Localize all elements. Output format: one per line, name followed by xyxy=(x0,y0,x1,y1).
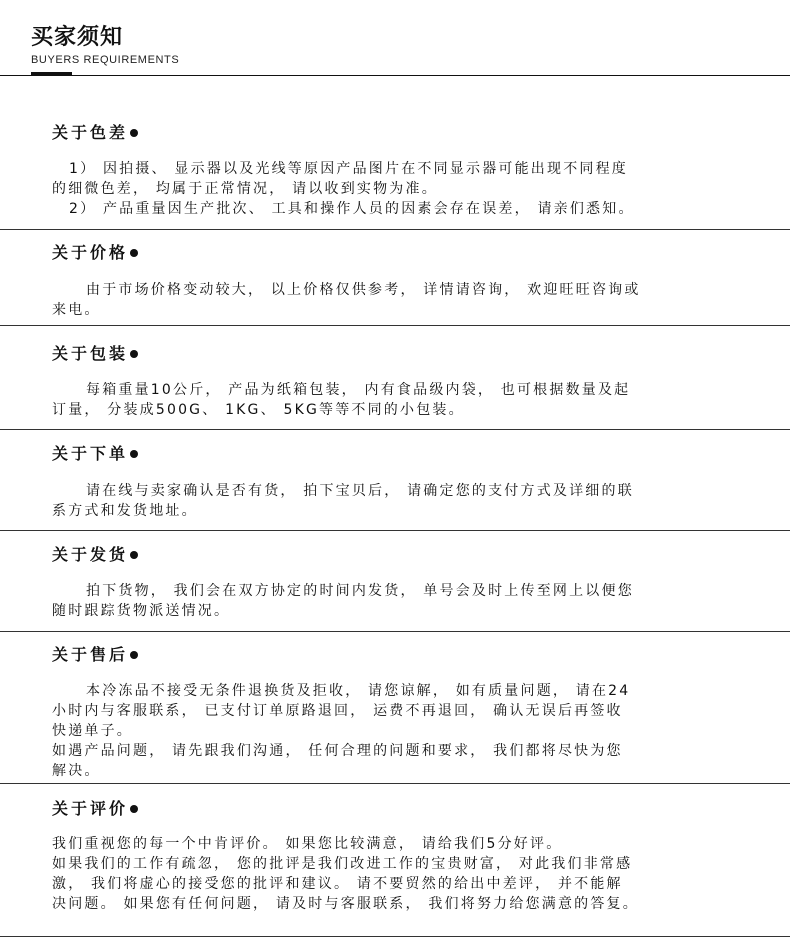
body-line: 快递单子。 xyxy=(52,723,133,739)
body-line: 决问题。 如果您有任何问题， 请及时与客服联系， 我们将努力给您满意的答复。 xyxy=(52,896,639,912)
section-title xyxy=(52,542,138,565)
header-accent-bar xyxy=(31,72,72,76)
section-divider xyxy=(0,325,790,326)
section-title-text: 关于色差 xyxy=(52,123,129,142)
section-title-text: 关于包装 xyxy=(52,344,129,363)
section-body xyxy=(52,681,752,781)
section-title xyxy=(52,240,138,263)
section-body xyxy=(52,159,752,219)
body-line: 订量， 分装成500G、 1KG、 5KG等等不同的小包装。 xyxy=(52,402,465,418)
body-line: 我们重视您的每一个中肯评价。 如果您比较满意， 请给我们5分好评。 xyxy=(52,836,563,852)
bullet-dot-icon xyxy=(130,450,138,458)
body-line: 如遇产品问题， 请先跟我们沟通， 任何合理的问题和要求， 我们都将尽快为您 xyxy=(52,743,623,759)
section-divider xyxy=(0,429,790,430)
section-title xyxy=(52,441,138,464)
section-title-text: 关于价格 xyxy=(52,243,129,262)
section-title-text: 关于售后 xyxy=(52,645,129,664)
section-title xyxy=(52,796,138,819)
page-subtitle: BUYERS REQUIREMENTS xyxy=(31,54,180,66)
body-line: 来电。 xyxy=(52,302,101,318)
bullet-dot-icon xyxy=(130,350,138,358)
section-body xyxy=(52,834,752,914)
body-line: 拍下货物， 我们会在双方协定的时间内发货， 单号会及时上传至网上以便您 xyxy=(86,583,634,599)
body-line: 每箱重量10公斤， 产品为纸箱包装， 内有食品级内袋， 也可根据数量及起 xyxy=(86,382,631,398)
section-body xyxy=(52,280,752,320)
section-divider xyxy=(0,229,790,230)
bullet-dot-icon xyxy=(130,551,138,559)
bullet-dot-icon xyxy=(130,249,138,257)
body-line: 如果我们的工作有疏忽， 您的批评是我们改进工作的宝贵财富， 对此我们非常感 xyxy=(52,856,633,872)
body-line: 1） 因拍摄、 显示器以及光线等原因产品图片在不同显示器可能出现不同程度 xyxy=(69,161,629,177)
bullet-dot-icon xyxy=(130,805,138,813)
section-body xyxy=(52,481,752,521)
section-title xyxy=(52,120,138,143)
section-title-text: 关于发货 xyxy=(52,545,129,564)
page-header xyxy=(0,0,790,78)
body-line: 小时内与客服联系， 已支付订单原路退回， 运费不再退回， 确认无误后再签收 xyxy=(52,703,623,719)
bullet-dot-icon xyxy=(130,651,138,659)
body-line: 系方式和发货地址。 xyxy=(52,503,198,519)
page-title: 买家须知 xyxy=(31,25,124,50)
section-body xyxy=(52,380,752,420)
body-line: 请在线与卖家确认是否有货， 拍下宝贝后， 请确定您的支付方式及详细的联 xyxy=(86,483,634,499)
section-title xyxy=(52,642,138,665)
body-line: 随时跟踪货物派送情况。 xyxy=(52,603,231,619)
body-line: 激， 我们将虚心的接受您的批评和建议。 请不要贸然的给出中差评， 并不能解 xyxy=(52,876,623,892)
header-divider xyxy=(0,75,790,76)
section-divider xyxy=(0,783,790,784)
body-line: 的细微色差， 均属于正常情况， 请以收到实物为准。 xyxy=(52,181,438,197)
section-body xyxy=(52,581,752,621)
bullet-dot-icon xyxy=(130,129,138,137)
section-divider xyxy=(0,936,790,937)
section-title-text: 关于评价 xyxy=(52,799,129,818)
section-divider xyxy=(0,631,790,632)
section-divider xyxy=(0,530,790,531)
body-line: 由于市场价格变动较大， 以上价格仅供参考， 详情请咨询， 欢迎旺旺咨询或 xyxy=(86,282,641,298)
body-line: 2） 产品重量因生产批次、 工具和操作人员的因素会存在误差， 请亲们悉知。 xyxy=(69,201,635,217)
section-title-text: 关于下单 xyxy=(52,444,129,463)
body-line: 本冷冻品不接受无条件退换货及拒收， 请您谅解， 如有质量问题， 请在24 xyxy=(86,683,631,699)
section-title xyxy=(52,341,138,364)
body-line: 解决。 xyxy=(52,763,101,779)
